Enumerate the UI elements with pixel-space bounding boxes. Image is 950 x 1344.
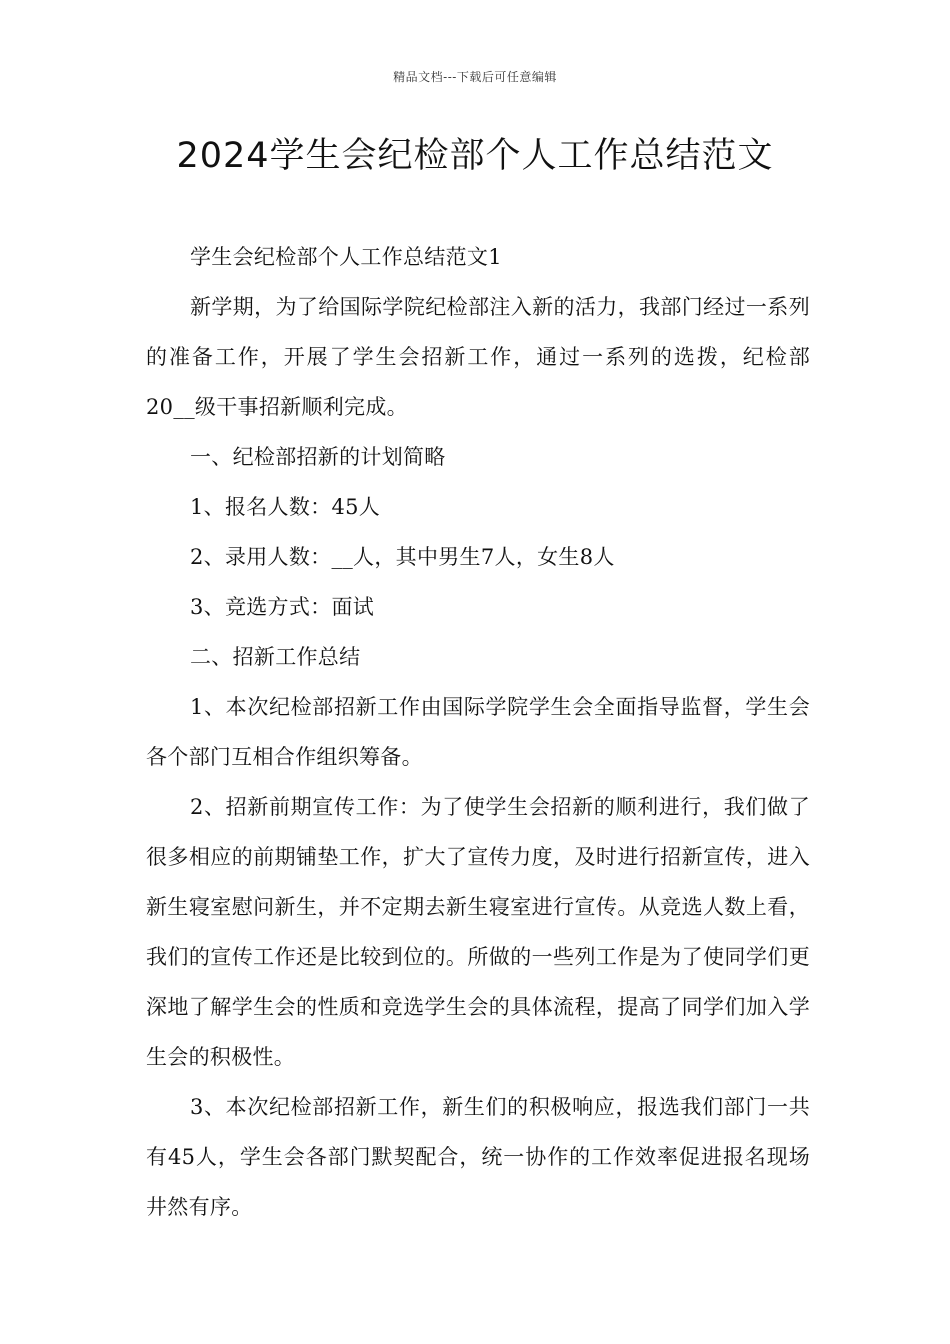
document-body: [146, 232, 810, 1232]
document-title: 2024学生会纪检部个人工作总结范文: [176, 136, 774, 176]
running-header: 精品文档---下载后可任意编辑: [393, 70, 557, 84]
subtitle-paragraph: 学生会纪检部个人工作总结范文1: [190, 245, 502, 269]
section-heading: 一、纪检部招新的计划简略: [190, 445, 446, 469]
list-item: 1、报名人数：45人: [190, 495, 381, 519]
body-paragraph: 新学期，为了给国际学院纪检部注入新的活力，我部门经过一系列的准备工作，开展了学生会招新工作，通过一系列的选拨，纪检部20__级干事招新顺利完成。: [146, 295, 810, 419]
list-item: 3、竞选方式：面试: [190, 595, 375, 619]
body-paragraph: 1、本次纪检部招新工作由国际学院学生会全面指导监督，学生会各个部门互相合作组织筹备。: [146, 695, 810, 769]
body-paragraph: 2、招新前期宣传工作：为了使学生会招新的顺利进行，我们做了很多相应的前期铺垫工作，扩大了宣传力度，及时进行招新宣传，进入新生寝室慰问新生，并不定期去新生寝室进行宣传。从竞选人数上看，我们的宣传工作还是比较到位的。所做的一些列工作是为了使同学们更深地了解学生会的性质和竞选学生会的具体流程，提高了同学们加入学生会的积极性。: [146, 795, 810, 1069]
section-heading: 二、招新工作总结: [190, 645, 361, 669]
body-paragraph: 3、本次纪检部招新工作，新生们的积极响应，报选我们部门一共有45人，学生会各部门默契配合，统一协作的工作效率促进报名现场井然有序。: [146, 1095, 810, 1219]
list-item: 2、录用人数：__人，其中男生7人，女生8人: [190, 545, 615, 569]
